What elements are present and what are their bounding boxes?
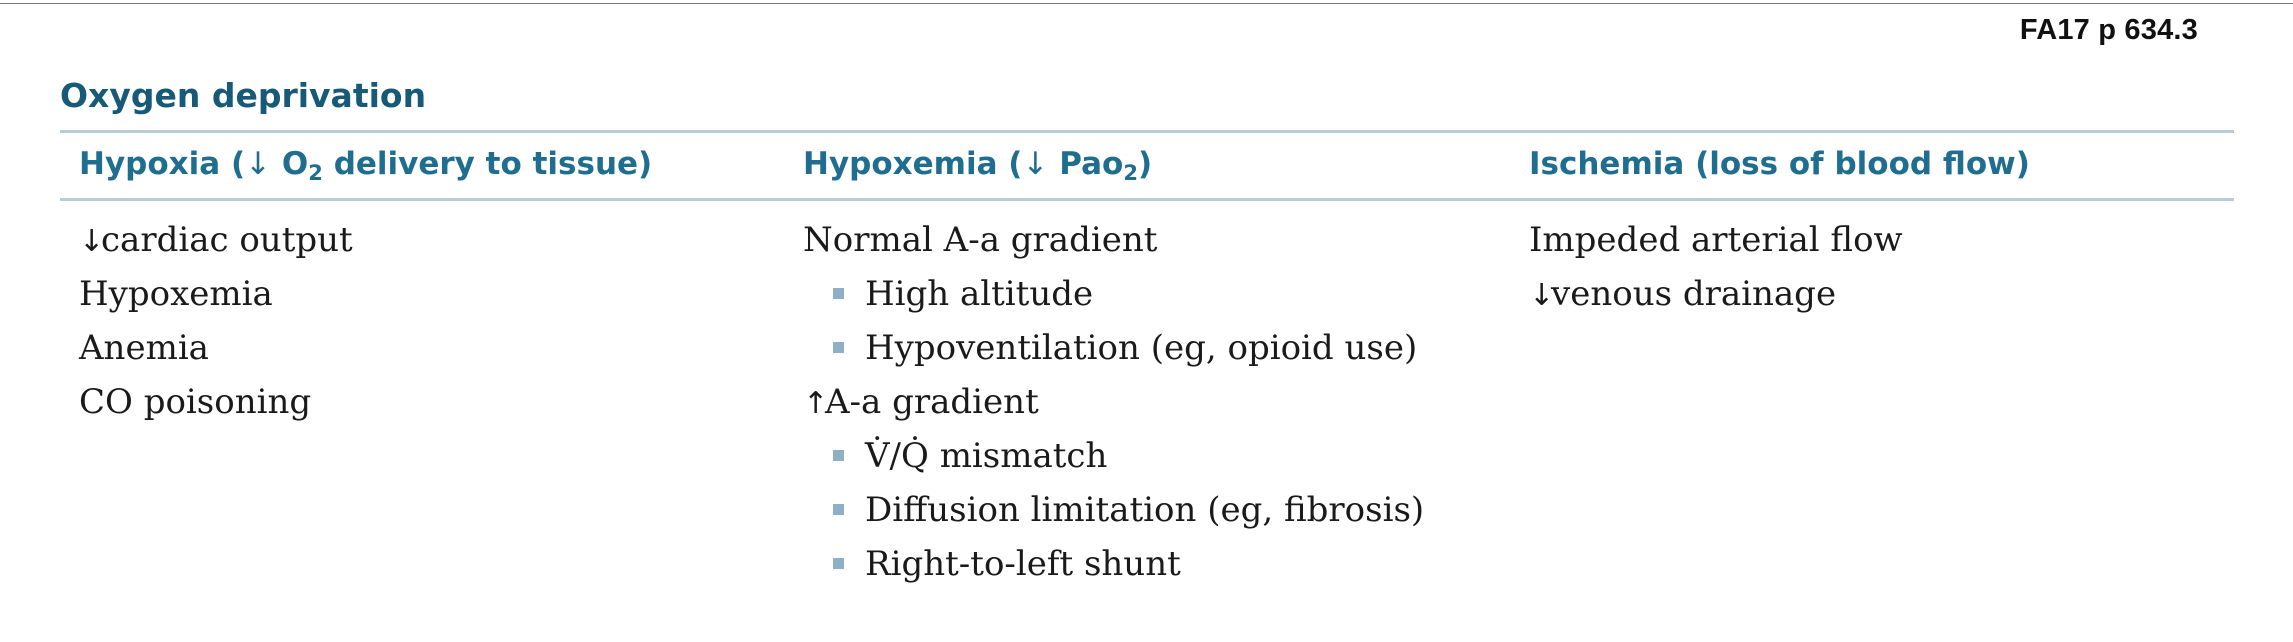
column-header-hypoxia [79, 146, 653, 185]
header-text: Pao [1048, 146, 1124, 182]
down-arrow-icon: ↓ [79, 224, 105, 259]
section-title: Oxygen deprivation [60, 76, 427, 115]
square-bullet-icon [833, 450, 844, 461]
item-text: High altitude [865, 274, 1094, 314]
page-reference: FA17 p 634.3 [2019, 14, 2198, 46]
list-item: Anemia [79, 328, 209, 368]
list-item [79, 213, 353, 267]
up-arrow-icon: ↑ [803, 386, 829, 421]
column-hypoxia [79, 213, 353, 429]
header-top-rule [60, 130, 2234, 133]
list-item: Hypoxemia [79, 274, 273, 314]
column-header-hypoxemia [803, 146, 1153, 185]
bullet-item [803, 267, 1424, 321]
item-text: Diffusion limitation (eg, fibrosis) [865, 490, 1425, 530]
column-header-ischemia: Ischemia (loss of blood flow) [1529, 146, 2030, 182]
square-bullet-icon [833, 342, 844, 353]
column-headers [0, 146, 2293, 190]
item-text: A-a gradient [825, 382, 1039, 422]
item-text: venous drainage [1551, 274, 1837, 314]
square-bullet-icon [833, 288, 844, 299]
header-text: Hypoxemia ( [803, 146, 1023, 182]
header-text: ) [1137, 146, 1153, 182]
item-text: Hypoventilation (eg, opioid use) [865, 328, 1418, 368]
square-bullet-icon [833, 558, 844, 569]
header-subscript: 2 [308, 161, 323, 185]
top-rule [0, 3, 2293, 4]
square-bullet-icon [833, 504, 844, 515]
header-subscript: 2 [1123, 161, 1138, 185]
list-item: Impeded arterial flow [1529, 220, 1903, 260]
bullet-item [803, 429, 1424, 483]
list-item [803, 375, 1424, 429]
item-text: V̇/Q̇ mismatch [865, 436, 1108, 476]
bullet-item [803, 483, 1424, 537]
column-hypoxemia [803, 213, 1424, 591]
down-arrow-icon: ↓ [1529, 278, 1555, 313]
header-text: O [271, 146, 309, 182]
header-text: delivery to tissue) [322, 146, 653, 182]
header-text: Hypoxia ( [79, 146, 246, 182]
down-arrow-icon: ↓ [1022, 146, 1049, 182]
item-text: Right-to-left shunt [865, 544, 1181, 584]
column-ischemia [1529, 213, 1903, 321]
bullet-item [803, 321, 1424, 375]
list-item: Normal A-a gradient [803, 220, 1158, 260]
header-bottom-rule [60, 198, 2234, 201]
bullet-item [803, 537, 1424, 591]
down-arrow-icon: ↓ [245, 146, 272, 182]
list-item: CO poisoning [79, 382, 312, 422]
item-text: cardiac output [101, 220, 353, 260]
list-item [1529, 267, 1903, 321]
